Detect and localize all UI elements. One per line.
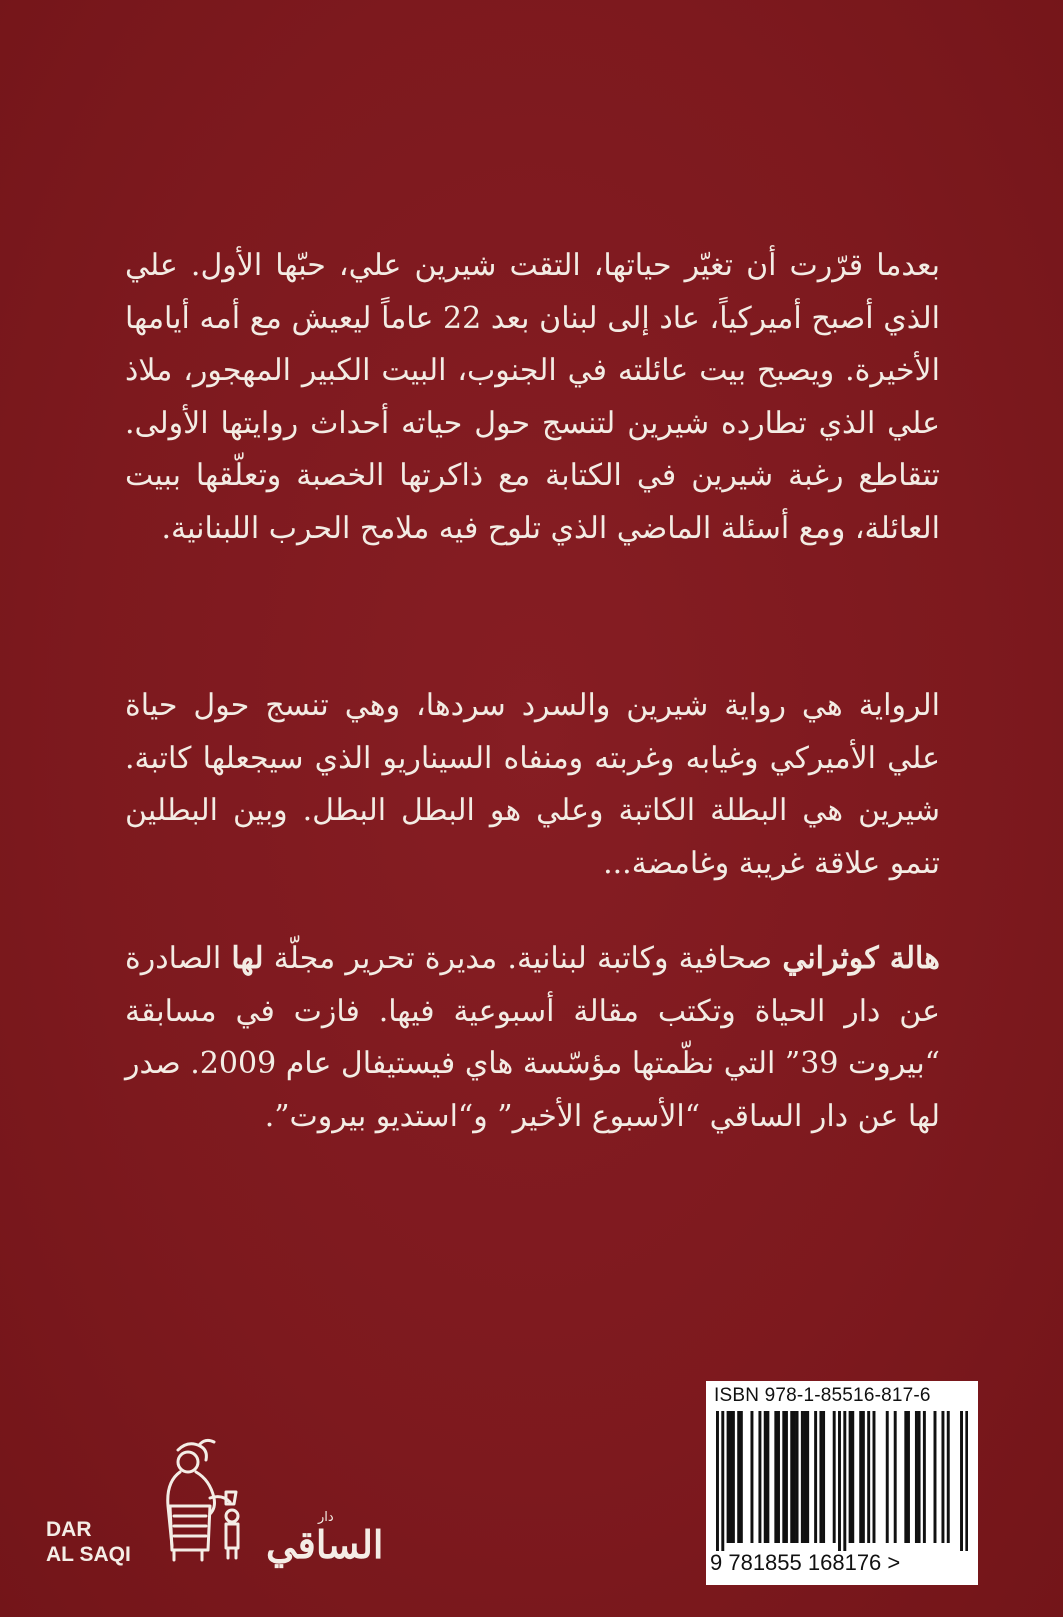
barcode-bar [814,1411,817,1543]
barcode-bar [774,1411,777,1543]
synopsis-text-2: الرواية هي رواية شيرين والسرد سردها، وهي تنسج حول حياة علي الأميركي وغيابه وغربته ومنفاه السيناريو الذي سيجعلها كاتبة. شيرين هي البطلة الكاتبة وعلي هو البطل البطل. وبين البطلين تنمو علاقة غريبة وغامضة... [125,688,940,881]
barcode-bar [790,1411,793,1543]
barcode-bar [766,1411,769,1543]
barcode-bar [915,1411,918,1543]
barcode-bar [801,1411,804,1543]
barcode-bars [716,1411,968,1551]
barcode-bar [843,1411,846,1551]
publisher-figure-icon [140,1436,264,1562]
barcode-bar [960,1411,963,1551]
barcode-bar [782,1411,785,1543]
barcode-bar [804,1411,807,1543]
barcode-bar [867,1411,870,1543]
publisher-latin-line2: AL SAQI [46,1543,131,1566]
barcode-bar [833,1411,836,1543]
barcode-bar [758,1411,761,1543]
barcode-bar [965,1411,968,1551]
barcode-bar [777,1411,780,1543]
barcode-bar [732,1411,735,1543]
barcode-bar [785,1411,788,1543]
barcode-digits: 9 781855 168176 > [710,1550,901,1575]
blurb-paragraph-1 [125,240,940,555]
barcode-bar [904,1411,907,1543]
barcode-bar [796,1411,799,1543]
barcode-bar [737,1411,740,1543]
isbn-barcode [706,1381,978,1585]
publisher-latin-line1: DAR [46,1518,92,1541]
magazine-name: لها [231,941,264,976]
barcode-bar [894,1411,897,1543]
barcode-bar [862,1411,865,1543]
publisher-logo-dar: دار [318,1510,334,1525]
author-bio-text-b: الصادرة عن دار الحياة وتكتب مقالة أسبوعية فيها. فازت في مسابقة “بيروت 39” التي نظّمتها مؤسّسة هاي فيستيفال عام 2009. صدر لها عن دار الساقي “الأسبوع الأخير” و“استديو بيروت”. [125,941,941,1134]
barcode-bar [819,1411,822,1543]
barcode-bar [934,1411,937,1543]
isbn-label: ISBN 978-1-85516-817-6 [714,1385,931,1406]
synopsis-text: بعدما قرّرت أن تغيّر حياتها، التقت شيرين علي، حبّها الأول. علي الذي أصبح أميركياً، عاد إلى لبنان بعد 22 عاماً ليعيش مع أمه أيامها الأخيرة. ويصبح بيت عائلته في الجنوب، البيت الكبير المهجور، ملاذ علي الذي تطارده شيرين لتنسج حول حياته أحداث روايتها الأولى. تتقاطع رغبة شيرين في الكتابة مع ذاكرتها الخصبة وتعلّقها ببيت العائلة، ومع أسئلة الماضي الذي تلوح فيه ملامح الحرب اللبنانية. [125,248,940,546]
author-name: هالة كوثراني [782,941,940,976]
barcode-bar [750,1411,753,1543]
barcode-bar [740,1411,743,1543]
blurb-paragraph-2 [125,680,940,890]
barcode-bar [918,1411,921,1543]
author-bio-text-a: صحافية وكاتبة لبنانية. مديرة تحرير مجلّة [263,941,783,976]
barcode-bar [947,1411,950,1543]
barcode-bar [716,1411,719,1551]
barcode-bar [838,1411,841,1551]
barcode-bar [941,1411,944,1543]
barcode-bar [851,1411,854,1543]
barcode-bar [859,1411,862,1543]
barcode-bar [727,1411,730,1543]
publisher-logo-arabic: الساقي [266,1522,384,1567]
publisher-logo-latin [46,1517,131,1567]
barcode-bar [793,1411,796,1543]
barcode-bar [822,1411,825,1543]
author-bio [125,933,940,1143]
barcode-bar [923,1411,926,1543]
barcode-bar [873,1411,876,1543]
barcode-bar [721,1411,724,1551]
barcode-bar [764,1411,767,1543]
barcode-bar [907,1411,910,1543]
barcode-bar [849,1411,852,1543]
barcode-bar [886,1411,889,1543]
barcode-bar [729,1411,732,1543]
barcode-bar [806,1411,809,1543]
